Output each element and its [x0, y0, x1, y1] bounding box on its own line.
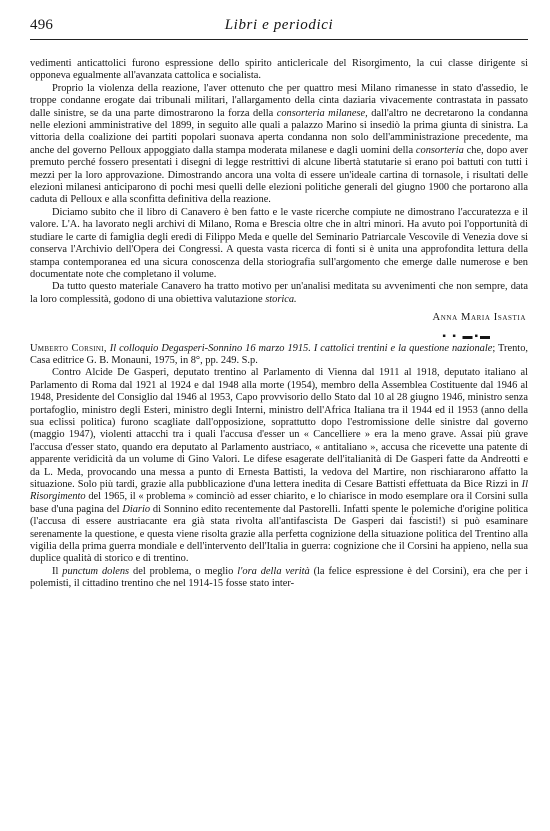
section-separator: ▪ ▪ ▬▪▬	[442, 330, 492, 342]
review-title: Il colloquio Degasperi-Sonnino 16 marzo 1915. I cattolici trentini e la questione nazionale	[109, 342, 493, 354]
page-body	[30, 58, 528, 591]
paragraph: Da tutto questo materiale Canavero ha tratto motivo per un'analisi meditata su avvenimenti che non sempre, data la loro complessità, godono di una obiettiva valutazione storica.	[30, 281, 528, 305]
review-details: ; Trento, Casa editrice G. B. Monauni, 1975, in 8°, pp. 249. S.p.	[30, 342, 528, 366]
paragraph: Diciamo subito che il libro di Canavero è ben fatto e le vaste ricerche compiute ne dimostrano l'accuratezza e il valore. L'A. ha lavorato negli archivi di Milano, Roma e Brescia oltre che in altri minori. Ha avuto poi l'opportunità di studiare le carte di famiglia degli eredi di Filippo Meda e quelle del Seminario Patriarcale Vescovile di Venezia dove si conserva l'Archivio dell'Opera dei Congressi. A questa vasta ricerca di fonti si è unita una approfondita lettura della stampa contemporanea ed una sicura conoscenza della storiografia sull'argomento che emerge dalle numerose e ben documentate note che completano il volume.	[30, 206, 528, 280]
paragraph: vedimenti anticattolici furono espressione dello spirito anticlericale del Risorgimento, la cui classe dirigente si opponeva egualmente all'avanzata cattolica e socialista.	[30, 58, 528, 82]
running-title: Libri e periodici	[224, 17, 334, 33]
review-heading	[30, 343, 528, 368]
paragraph: Contro Alcide De Gasperi, deputato trentino al Parlamento di Vienna dal 1911 al 1918, deputato italiano al Parlamento di Roma dal 1921 al 1924 e dal 1948 alla morte (1954), membro della Assemblea Costituente dal 1946 al 1948, Presidente del Consiglio dal 1946 al 1953, Capo provvisorio dello Stato dal 10 al 28 giugno 1946, ministro senza portafoglio, ministro degli Esteri, ministro degli Interni, ministro dell'Africa Italiana tra il 1944 ed il 1953 (anno della sua eclissi politica) furono scagliate dall'opposizione, soprattutto dopo l'estromissione delle sinistre dal governo (maggio 1947), violenti attacchi tra i quali l'accusa d'esser un « Cancelliere » era la meno grave. Assai più grave l'accusa d'esser stato, quando era deputato al Parlamento austriaco, « antitaliano », accusa che ricevette una patente di apparente veridicità da un volume di Gino Valori. Le difese esagerate dell'italianità di De Gasperi fatte da Andreotti e da L. Meda, provocando una messa a punto di Ernesta Battisti, la vedova del Martire, non rischiararono affatto la situazione. Solo più tardi, grazie alla pubblicazione d'una lettera inedita di Cesare Battisti effettuata da Bice Rizzi in Il Risorgimento del 1965, il « problema » cominciò ad esser chiarito, e lo chiarisce in modo esemplare ora il Corsini sulla base d'una pagina del Diario di Sonnino edito recentemente dal Pastorelli. Infatti spente le polemiche d'origine politica (l'accusa di essere austriacante era già stata rivolta all'antifascista De Gasperi dai fascisti!) si può esaminare serenamente la questione, e questa viene risolta grazie alla perfetta cognizione della situazione politica del Trentino alla vigilia della prima guerra mondiale e dell'intervento dell'Italia in guerra: cognizione che il Corsini ha appieno, nella sua duplice qualità di storico e di trentino.	[30, 367, 528, 565]
paragraph: Il punctum dolens del problema, o meglio l'ora della verità (la felice espressione è del Corsini), era che per i polemisti, il cittadino trentino che nel 1914-15 fosse stato inter-	[30, 565, 528, 590]
header-rule	[30, 39, 528, 40]
page-header	[30, 17, 528, 37]
review-author: Umberto Corsini,	[30, 342, 107, 354]
paragraph: Proprio la violenza della reazione, l'aver ottenuto che per quattro mesi Milano rimanesse in stato d'assedio, le troppe condanne erogate dai tribunali militari, l'allargamento della cinta daziaria vivacemente contrastata in passato dalle sinistre, se da una parte dimostrarono la forza della consorteria milanese, dall'altro ne decretarono la condanna nelle elezioni amministrative del 1899, in seguito alle quali a palazzo Marino si insediò la prima giunta di sinistra. La vittoria della coalizione dei partiti popolari suonava aperta condanna non solo dell'amministrazione precedente, ma anche del governo Pelloux appoggiato dalla stampa moderata milanese e dagli uomini della consorteria che, dopo aver premuto perché fossero presentati i disegni di legge restrittivi di alcune libertà statutarie si erano poi battuti con tutti i mezzi per la loro approvazione. Dimostrando ancora una volta di essere un'ideale cartina di tornasole, i risultati delle elezioni milanesi anticiparono di pochi mesi quelli delle elezioni politiche generali del giugno 1900 che portarono alla caduta di Pelloux e alla sconfitta definitiva della reazione.	[30, 82, 529, 206]
page-number: 496	[30, 17, 54, 33]
author-signature: Anna Maria Isastia	[432, 312, 526, 324]
